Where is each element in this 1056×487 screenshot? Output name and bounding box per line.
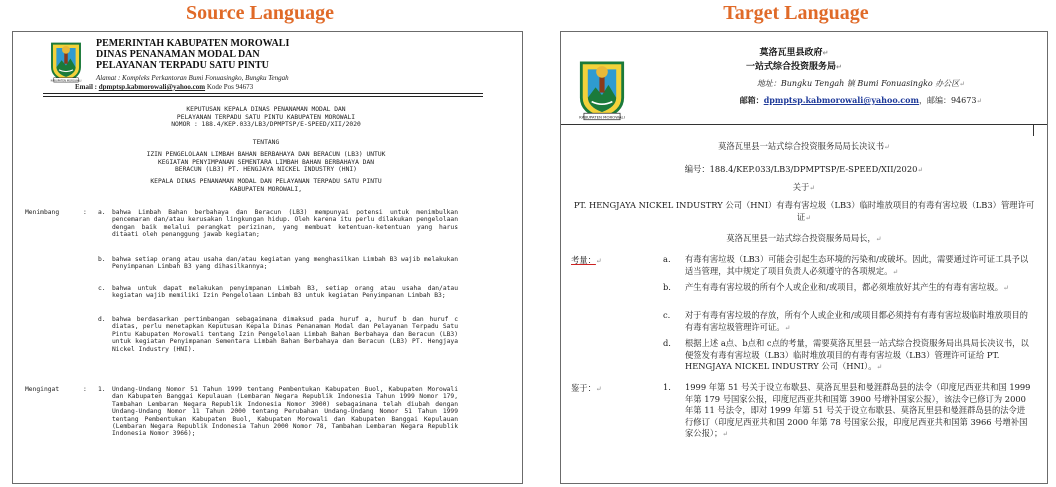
consider-item: b. 产生有毒有害垃圾的所有个人或企业和/或项目，都必须堆放好其产生的有毒有害垃圾。↵: [663, 282, 1009, 292]
menimbang-item: b. bahwa setiap orang atau usaha dan/atau kegiatan yang menghasilkan Limbah B3 wajib melakukan Penyimpanan Limbah B3 yang dihasilkannya;: [98, 256, 458, 271]
postcode: ，邮编：94673: [918, 96, 977, 105]
consider-label: 考量：↵: [571, 255, 602, 265]
tentang: TENTANG: [252, 139, 280, 146]
decree-number: 编号：188.4/KEP.033/LB3/DPMPTSP/E-SPEED/XII/2020↵: [684, 164, 924, 174]
guanyu: 关于↵: [792, 182, 816, 192]
decree-title: KEPUTUSAN KEPALA DINAS PENANAMAN MODAL DAN PELAYANAN TERPADU SATU PINTU KABUPATEN MOROWALI NOMOR : 188.4/KEP.033/LB3/DPMPTSP/E-SPEED/XII/2020: [171, 106, 361, 129]
email-label: 邮箱：: [739, 95, 764, 105]
letterhead-line: 莫洛瓦里县政府: [759, 48, 823, 58]
letterhead-address: Alamat : Kompleks Perkantoran Bumi Fonuasingko, Bungku Tengah: [96, 74, 289, 82]
consider-item: a. 有毒有害垃圾（LB3）可能会引起生态环境的污染和/或破坏。因此，需要通过许可证工具予以适当管理，其中规定了项目负责人必须遵守的各项规定。↵: [663, 254, 1029, 276]
email-address[interactable]: dpmptsp.kabmorowali@yahoo.com: [98, 83, 206, 91]
logo-caption: KABUPATEN MOROWALI: [579, 114, 625, 120]
letterhead-rule: [43, 93, 483, 94]
consider-item: c. 对于有毒有害垃圾的存放，所有个人或企业和/或项目都必须持有有毒有害垃圾临时堆放项目的有毒有害垃圾管理许可证。↵: [663, 310, 1028, 332]
letterhead-email-line: [75, 83, 253, 91]
postcode: Kode Pos 94673: [206, 83, 254, 91]
letterhead-contact: 地址：Bungku Tengah 镇 Bumi Fonuasingko 办公区↵ 邮箱：dpmptsp.kabmorowali@yahoo.com，邮编：94673↵: [739, 79, 983, 105]
target-language-heading: Target Language: [723, 2, 869, 24]
letterhead: 莫洛瓦里县政府↵ 一站式综合投资服务局↵: [746, 48, 842, 72]
regency-emblem-icon: [48, 41, 84, 83]
decree-title: 莫洛瓦里县一站式综合投资服务局局长决议书↵: [718, 141, 890, 151]
source-document: [12, 31, 523, 484]
letterhead-rule: [1033, 124, 1034, 136]
consider-item: d. 根据上述 a点、b点和 c点的考量，需要莫洛瓦里县一站式综合投资服务局出具局长决议书，以便签发有毒有害垃圾（LB3）临时堆放项目的有毒有害垃圾（LB3）管理许可证给 PT. HENGJAYA NICKEL INDUSTRY 公司（HNI）。↵: [663, 338, 1029, 371]
letterhead-line: PELAYANAN TERPADU SATU PINTU: [96, 60, 269, 71]
source-language-heading: Source Language: [186, 2, 334, 24]
menimbang-label: Menimbang :: [25, 209, 87, 216]
mengingat-label: Mengingat :: [25, 386, 87, 393]
letterhead-line: PEMERINTAH KABUPATEN MOROWALI: [96, 38, 290, 49]
letterhead-line: 一站式综合投资服务局: [746, 62, 837, 72]
email-label: Email :: [75, 83, 97, 91]
decree-authority: KEPALA DINAS PENANAMAN MODAL DAN PELAYANAN TERPADU SATU PINTU KABUPATEN MOROWALI,: [150, 178, 382, 193]
target-document: [560, 31, 1048, 484]
recall-label: 鉴于：↵: [571, 383, 602, 393]
decree-authority: 莫洛瓦里县一站式综合投资服务局局长，↵: [726, 233, 882, 243]
letterhead: [96, 38, 289, 71]
recall-item: 1. 1999 年第 51 号关于设立布歇县、莫洛瓦里县和曼涯群岛县的法令（印度尼西亚共和国 1999 年第 179 号国家公报，印度尼西亚共和国第 3900 号增补国家公报），该法令已修订为 2000 年第 11 号法令，即对 1999 年第 51 号关于设立布歇县、莫洛瓦里县和曼涯群岛县的法令进行修订（印度尼西亚共和国 2000 年第 78 号国家公报，印度尼西亚共和国第 3966 号增补国家公报）；↵: [663, 382, 1031, 438]
email-address[interactable]: dpmptsp.kabmorowali@yahoo.com: [763, 95, 919, 105]
letterhead-rule: [43, 96, 483, 97]
decree-subject: IZIN PENGELOLAAN LIMBAH BAHAN BERBAHAYA DAN BERACUN (LB3) UNTUK KEGIATAN PENYIMPANAN SEMENTARA LIMBAH BAHAN BERBAHAYA DAN BERACUN (LB3) PT. HENGJAYA NICKEL INDUSTRY (HNI): [146, 151, 386, 174]
menimbang-item: c. bahwa untuk dapat melakukan penyimpanan Limbah B3, setiap orang atau usaha dan/atau kegiatan wajib memiliki Izin Pengelolaan Limbah B3 untuk kegiatan Penyimpanan Limbah B3;: [98, 285, 458, 300]
menimbang-item: a. bahwa Limbah Bahan berbahaya dan Beracun (LB3) mempunyai potensi untuk menimbulkan pencemaran dan/atau kerusakan lingkungan hidup. Oleh karena itu perlu dilakukan pengelolaan dengan baik melalui perangkat perizinan, yang membuat ketentuan-ketentuan yang harus ditaati oleh penanggung jawab kegiatan;: [98, 209, 458, 239]
decree-subject: PT. HENGJAYA NICKEL INDUSTRY 公司（HNI）有毒有害垃圾（LB3）临时堆放项目的有毒有害垃圾（LB3）管理许可证↵: [573, 200, 1035, 222]
letterhead-line: DINAS PENANAMAN MODAL DAN: [96, 49, 260, 60]
letterhead-rule: [561, 124, 1047, 125]
letterhead-address: 地址：Bungku Tengah 镇 Bumi Fonuasingko 办公区: [756, 79, 960, 88]
regency-emblem-icon: [576, 59, 628, 121]
menimbang-item: d. bahwa berdasarkan pertimbangan sebagaimana dimaksud pada huruf a, huruf b dan huruf c diatas, perlu menetapkan Keputusan Kepala Dinas Penanaman Modal dan Pelayanan Terpadu Satu Pintu Kabupaten Morowali tentang Izin Pengelolaan Limbah Bahan Berbahaya dan Beracun (LB3) untuk kegiatan Penyimpanan Sementara Limbah Bahan Berbahaya dan Beracun (LB3) PT. Hengjaya Nickel Industry (HNI).: [98, 316, 458, 353]
logo-caption: KABUPATEN MOROWALI: [50, 79, 82, 83]
mengingat-item: 1. Undang-Undang Nomor 51 Tahun 1999 tentang Pembentukan Kabupaten Buol, Kabupaten Morowali dan Kabupaten Banggai Kepulauan (Lembaran Negara Republik Indonesia Tahun 1999 Nomor 179, Tambahan Lembaran Negara Republik Indonesia Nomor 3900) sebagaimana telah diubah dengan Undang-Undang Nomor 11 Tahun 2000 tentang Perubahan Undang-Undang Nomor 51 Tahun 1999 tentang Pembentukan Kabupaten Buol, Kabupaten Morowali dan Kabupaten Banggai Kepulauan (Lembaran Negara Republik Indonesia Tahun 2000 Nomor 78, Tambahan Lembaran Negara Republik Indonesia Nomor 3966);: [98, 386, 458, 438]
